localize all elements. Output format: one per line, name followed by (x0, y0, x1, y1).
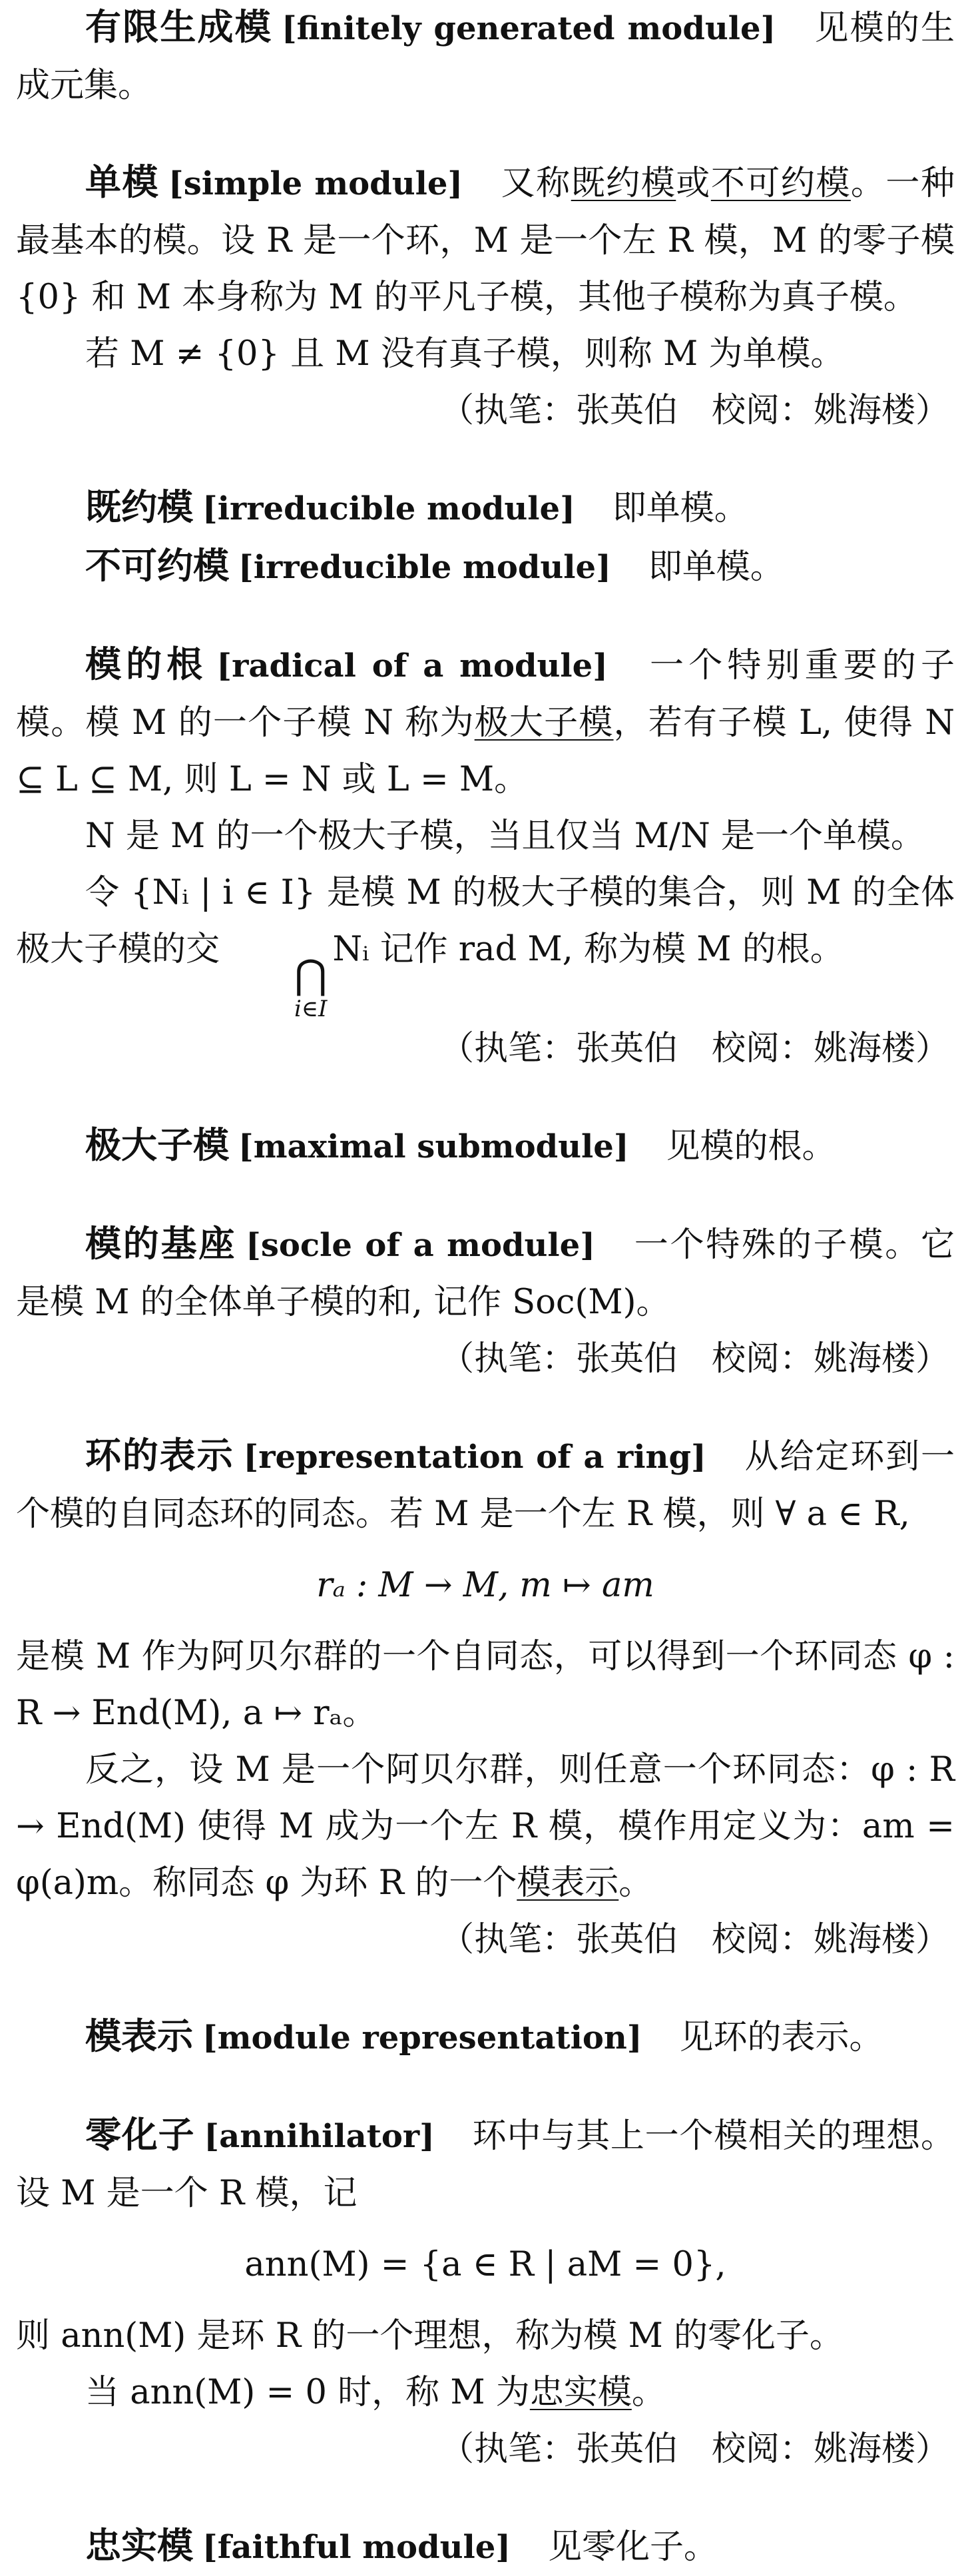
author-signature: （执笔：张英伯 校阅：姚海楼） (439, 391, 949, 430)
headword: 既约模 (85, 486, 193, 528)
english-term: [annihilator] (204, 2118, 435, 2155)
entry-paragraph (16, 1215, 955, 1331)
entry-paragraph (16, 154, 955, 326)
entry-text: 即单模。 (648, 547, 784, 587)
entry-paragraph: N 是 M 的一个极大子模，当且仅当 M/N 是一个单模。 (85, 816, 925, 856)
english-term: [module representation] (202, 2019, 642, 2057)
entry-paragraph: 则 ann(M) 是环 R 的一个理想，称为模 M 的零化子。 (16, 2316, 844, 2356)
headword: 模的根 (85, 643, 208, 685)
entry-maximal-submodule (16, 1117, 955, 1175)
entry-paragraph (16, 2517, 955, 2576)
entry-paragraph (16, 479, 955, 537)
author-signature: （执笔：张英伯 校阅：姚海楼） (439, 1339, 949, 1379)
entry-paragraph (16, 2364, 955, 2421)
entry-text: 又称 (500, 164, 571, 203)
entry-paragraph (16, 2008, 955, 2067)
entry-paragraph (16, 2106, 955, 2222)
entry-text: 反之，设 M 是一个阿贝尔群，则任意一个环同态：φ : R → End(M) 使得 M 成为一个左 R 模，模作用定义为：am = φ(a)m。称同态 φ 为环 R 的一个 (16, 1750, 955, 1903)
entry-socle-of-module (16, 1215, 955, 1387)
intersection-operator (225, 952, 328, 1022)
entry-paragraph: 是模 M 作为阿贝尔群的一个自同态，可以得到一个环同态 φ : R → End(M), a ↦ rₐ。 (16, 1637, 955, 1733)
headword: 零化子 (85, 2114, 195, 2156)
entry-radical-of-module (16, 636, 955, 1077)
entry-finitely-generated-module (16, 0, 955, 114)
entry-text: 见模的根。 (666, 1127, 836, 1166)
entry-text: 当 ann(M) = 0 时，称 M 为 (85, 2373, 530, 2412)
cross-reference: 模表示 (517, 1863, 619, 1903)
entry-text: ，若有子模 L, 使得 N ⊆ L ⊆ M, 则 L = N 或 L = M。 (16, 703, 955, 799)
entry-annihilator (16, 2106, 955, 2477)
entry-text: 一个特别重要的子模。模 M 的一个子模 N 称为 (16, 646, 955, 743)
entry-text: 。一种最基本的模。设 R 是一个环，M 是一个左 R 模，M 的零子模 {0} 和 M 本身称为 M 的平凡子模，其他子模称为真子模。 (16, 164, 955, 317)
entry-text: 从给定环到一个模的自同态环的同态。若 M 是一个左 R 模，则 ∀ a ∈ R, (16, 1437, 955, 1534)
headword: 单模 (85, 161, 160, 203)
entry-irreducible-module-1 (16, 479, 955, 537)
english-term: [finitely generated module] (281, 10, 776, 47)
entry-representation-of-ring (16, 1427, 955, 1968)
display-formula (16, 2236, 955, 2293)
entry-paragraph (16, 636, 955, 808)
entry-irreducible-module-2 (16, 537, 955, 596)
english-term: [simple module] (168, 165, 463, 202)
entry-text: 。 (618, 1863, 653, 1903)
entry-paragraph (16, 1117, 955, 1175)
entry-text: 见环的表示。 (679, 2018, 883, 2057)
entry-text: 。 (631, 2373, 666, 2412)
entry-module-representation (16, 2008, 955, 2067)
entry-text: 环中与其上一个模相关的理想。设 M 是一个 R 模，记 (16, 2116, 955, 2213)
entry-text: 即单模。 (612, 489, 748, 528)
english-term: [irreducible module] (238, 549, 611, 586)
intersection-symbol: ⋂ (294, 952, 328, 998)
cross-reference: 不可约模 (710, 164, 851, 203)
english-term: [maximal submodule] (238, 1128, 629, 1165)
headword: 极大子模 (85, 1124, 229, 1166)
entry-paragraph (16, 0, 955, 114)
intersection-index: i∈I (294, 996, 328, 1022)
entry-text: 一个特殊的子模。它是模 M 的全体单子模的和, 记作 Soc(M)。 (16, 1225, 955, 1322)
cross-reference: 忠实模 (529, 2373, 632, 2412)
display-formula (16, 1557, 955, 1614)
entry-text: 见零化子。 (548, 2527, 718, 2567)
entry-paragraph: 若 M ≠ {0} 且 M 没有真子模，则称 M 为单模。 (85, 334, 845, 374)
headword: 模的基座 (85, 1223, 237, 1265)
headword: 忠实模 (85, 2525, 193, 2567)
cross-reference: 既约模 (571, 164, 676, 203)
entry-faithful-module (16, 2517, 955, 2576)
headword: 模表示 (85, 2015, 193, 2057)
headword: 环的表示 (85, 1435, 234, 1476)
headword: 不可约模 (85, 545, 229, 587)
author-signature: （执笔：张英伯 校阅：姚海楼） (439, 1029, 949, 1068)
entry-text: 见模的生成元集。 (16, 9, 955, 105)
entry-simple-module (16, 154, 955, 439)
formula-text: ann(M) = {a ∈ R | aM = 0}, (244, 2245, 726, 2284)
cross-reference: 极大子模 (474, 703, 614, 743)
english-term: [radical of a module] (216, 647, 608, 685)
author-signature: （执笔：张英伯 校阅：姚海楼） (439, 1920, 949, 1959)
entry-paragraph (16, 537, 955, 596)
formula-text: rₐ : M → M, m ↦ am (316, 1566, 654, 1605)
english-term: [irreducible module] (202, 490, 575, 527)
dictionary-page (16, 0, 955, 2576)
author-signature: （执笔：张英伯 校阅：姚海楼） (439, 2429, 949, 2469)
entry-text: Nᵢ 记作 rad M, 称为模 M 的根。 (332, 930, 844, 969)
entry-text: 或 (676, 164, 711, 203)
english-term: [representation of a ring] (243, 1439, 706, 1476)
english-term: [faithful module] (202, 2529, 511, 2566)
entry-text: 令 {Nᵢ | i ∈ I} 是模 M 的极大子模的集合，则 M 的全体极大子模的交 (16, 873, 955, 969)
entry-paragraph (16, 864, 955, 1020)
entry-paragraph (16, 1427, 955, 1542)
entry-paragraph (16, 1742, 955, 1911)
english-term: [socle of a module] (246, 1227, 595, 1264)
headword: 有限生成模 (85, 6, 272, 48)
